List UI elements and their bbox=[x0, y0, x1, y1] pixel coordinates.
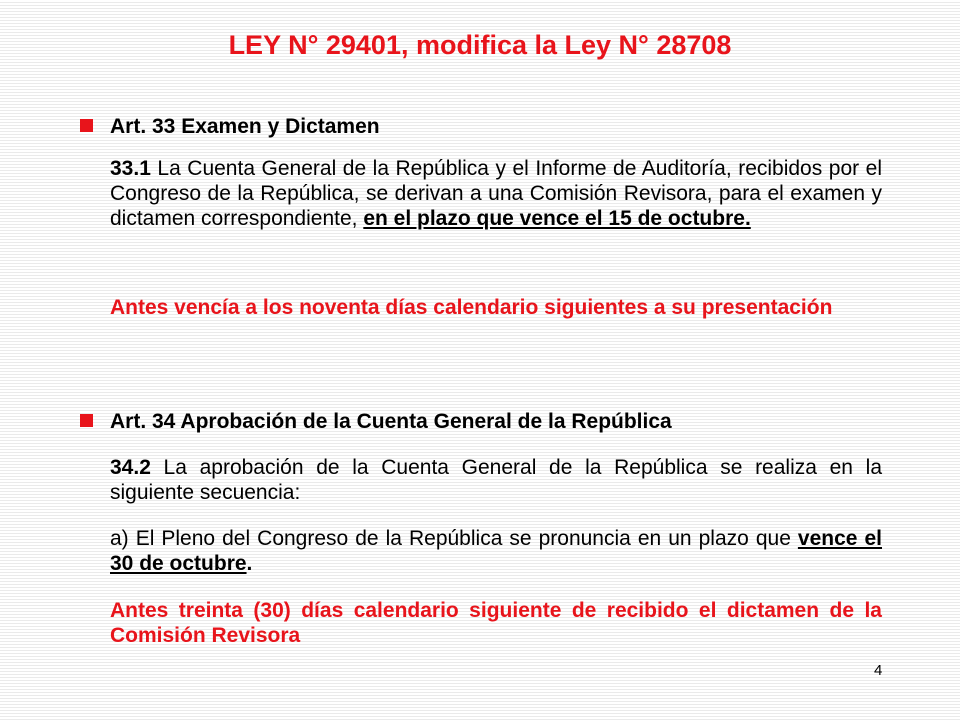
article-34-item-a bbox=[110, 526, 882, 576]
section-number: 34.2 bbox=[110, 456, 151, 479]
paragraph-text: La Cuenta General de la República y el Informe de Auditoría, recibidos por el Congreso de la República, se derivan a una Comisión Revisora, para el examen y dictamen correspondiente, bbox=[110, 157, 882, 230]
deadline-underlined: vence el 30 de octubre bbox=[110, 527, 882, 575]
bullet-square-icon bbox=[80, 119, 93, 132]
section-number: 33.1 bbox=[110, 157, 151, 180]
deadline-underlined: en el plazo que vence el 15 de octubre. bbox=[363, 207, 751, 230]
article-33-note: Antes vencía a los noventa días calendario siguientes a su presentación bbox=[110, 296, 833, 319]
article-33-paragraph bbox=[110, 156, 882, 231]
period: . bbox=[246, 552, 253, 575]
paragraph-text: a) El Pleno del Congreso de la República se pronuncia en un plazo que bbox=[110, 527, 798, 550]
article-33-heading: Art. 33 Examen y Dictamen bbox=[110, 115, 380, 138]
article-34-paragraph bbox=[110, 455, 882, 505]
paragraph-text: La aprobación de la Cuenta General de la República se realiza en la siguiente secuencia: bbox=[110, 456, 882, 504]
article-34-note: Antes treinta (30) días calendario siguiente de recibido el dictamen de la Comisión Revisora bbox=[110, 599, 882, 647]
bullet-square-icon bbox=[80, 414, 93, 427]
slide-title: LEY N° 29401, modifica la Ley N° 28708 bbox=[228, 30, 732, 60]
article-34-heading: Art. 34 Aprobación de la Cuenta General de la República bbox=[110, 410, 672, 433]
page-number: 4 bbox=[874, 662, 883, 679]
